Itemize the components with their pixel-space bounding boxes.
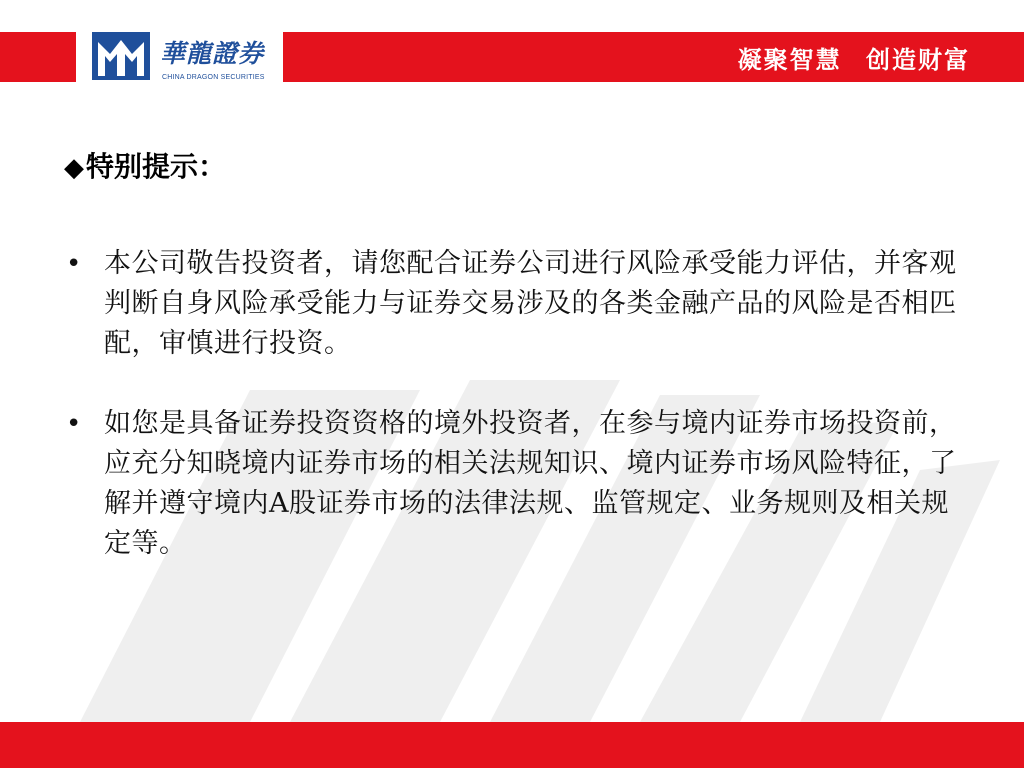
logo-mark-icon	[92, 32, 150, 80]
header-bar-left	[0, 32, 76, 82]
diamond-bullet-icon: ◆	[64, 153, 84, 183]
logo-name-en: CHINA DRAGON SECURITIES	[162, 74, 265, 81]
header-slogan: 凝聚智慧 创造财富	[737, 46, 970, 74]
bullet-dot-icon: •	[66, 249, 82, 279]
notice-list	[62, 244, 962, 604]
notice-text: 如您是具备证券投资资格的境外投资者，在参与境内证券市场投资前，应充分知晓境内证券市场的相关法规知识、境内证券市场风险特征，了解并遵守境内A股证券市场的法律法规、监管规定、业务规则及相关规定等。	[104, 408, 957, 559]
footer-bar	[0, 722, 1024, 768]
notice-text: 本公司敬告投资者，请您配合证券公司进行风险承受能力评估，并客观判断自身风险承受能力与证券交易涉及的各类金融产品的风险是否相匹配，审慎进行投资。	[104, 248, 957, 359]
list-item	[62, 404, 962, 564]
list-item	[62, 244, 962, 364]
section-heading	[64, 145, 226, 185]
heading-text: 特别提示：	[86, 150, 227, 183]
bullet-dot-icon: •	[66, 409, 82, 439]
logo-name-cn: 華龍證券	[160, 39, 265, 68]
